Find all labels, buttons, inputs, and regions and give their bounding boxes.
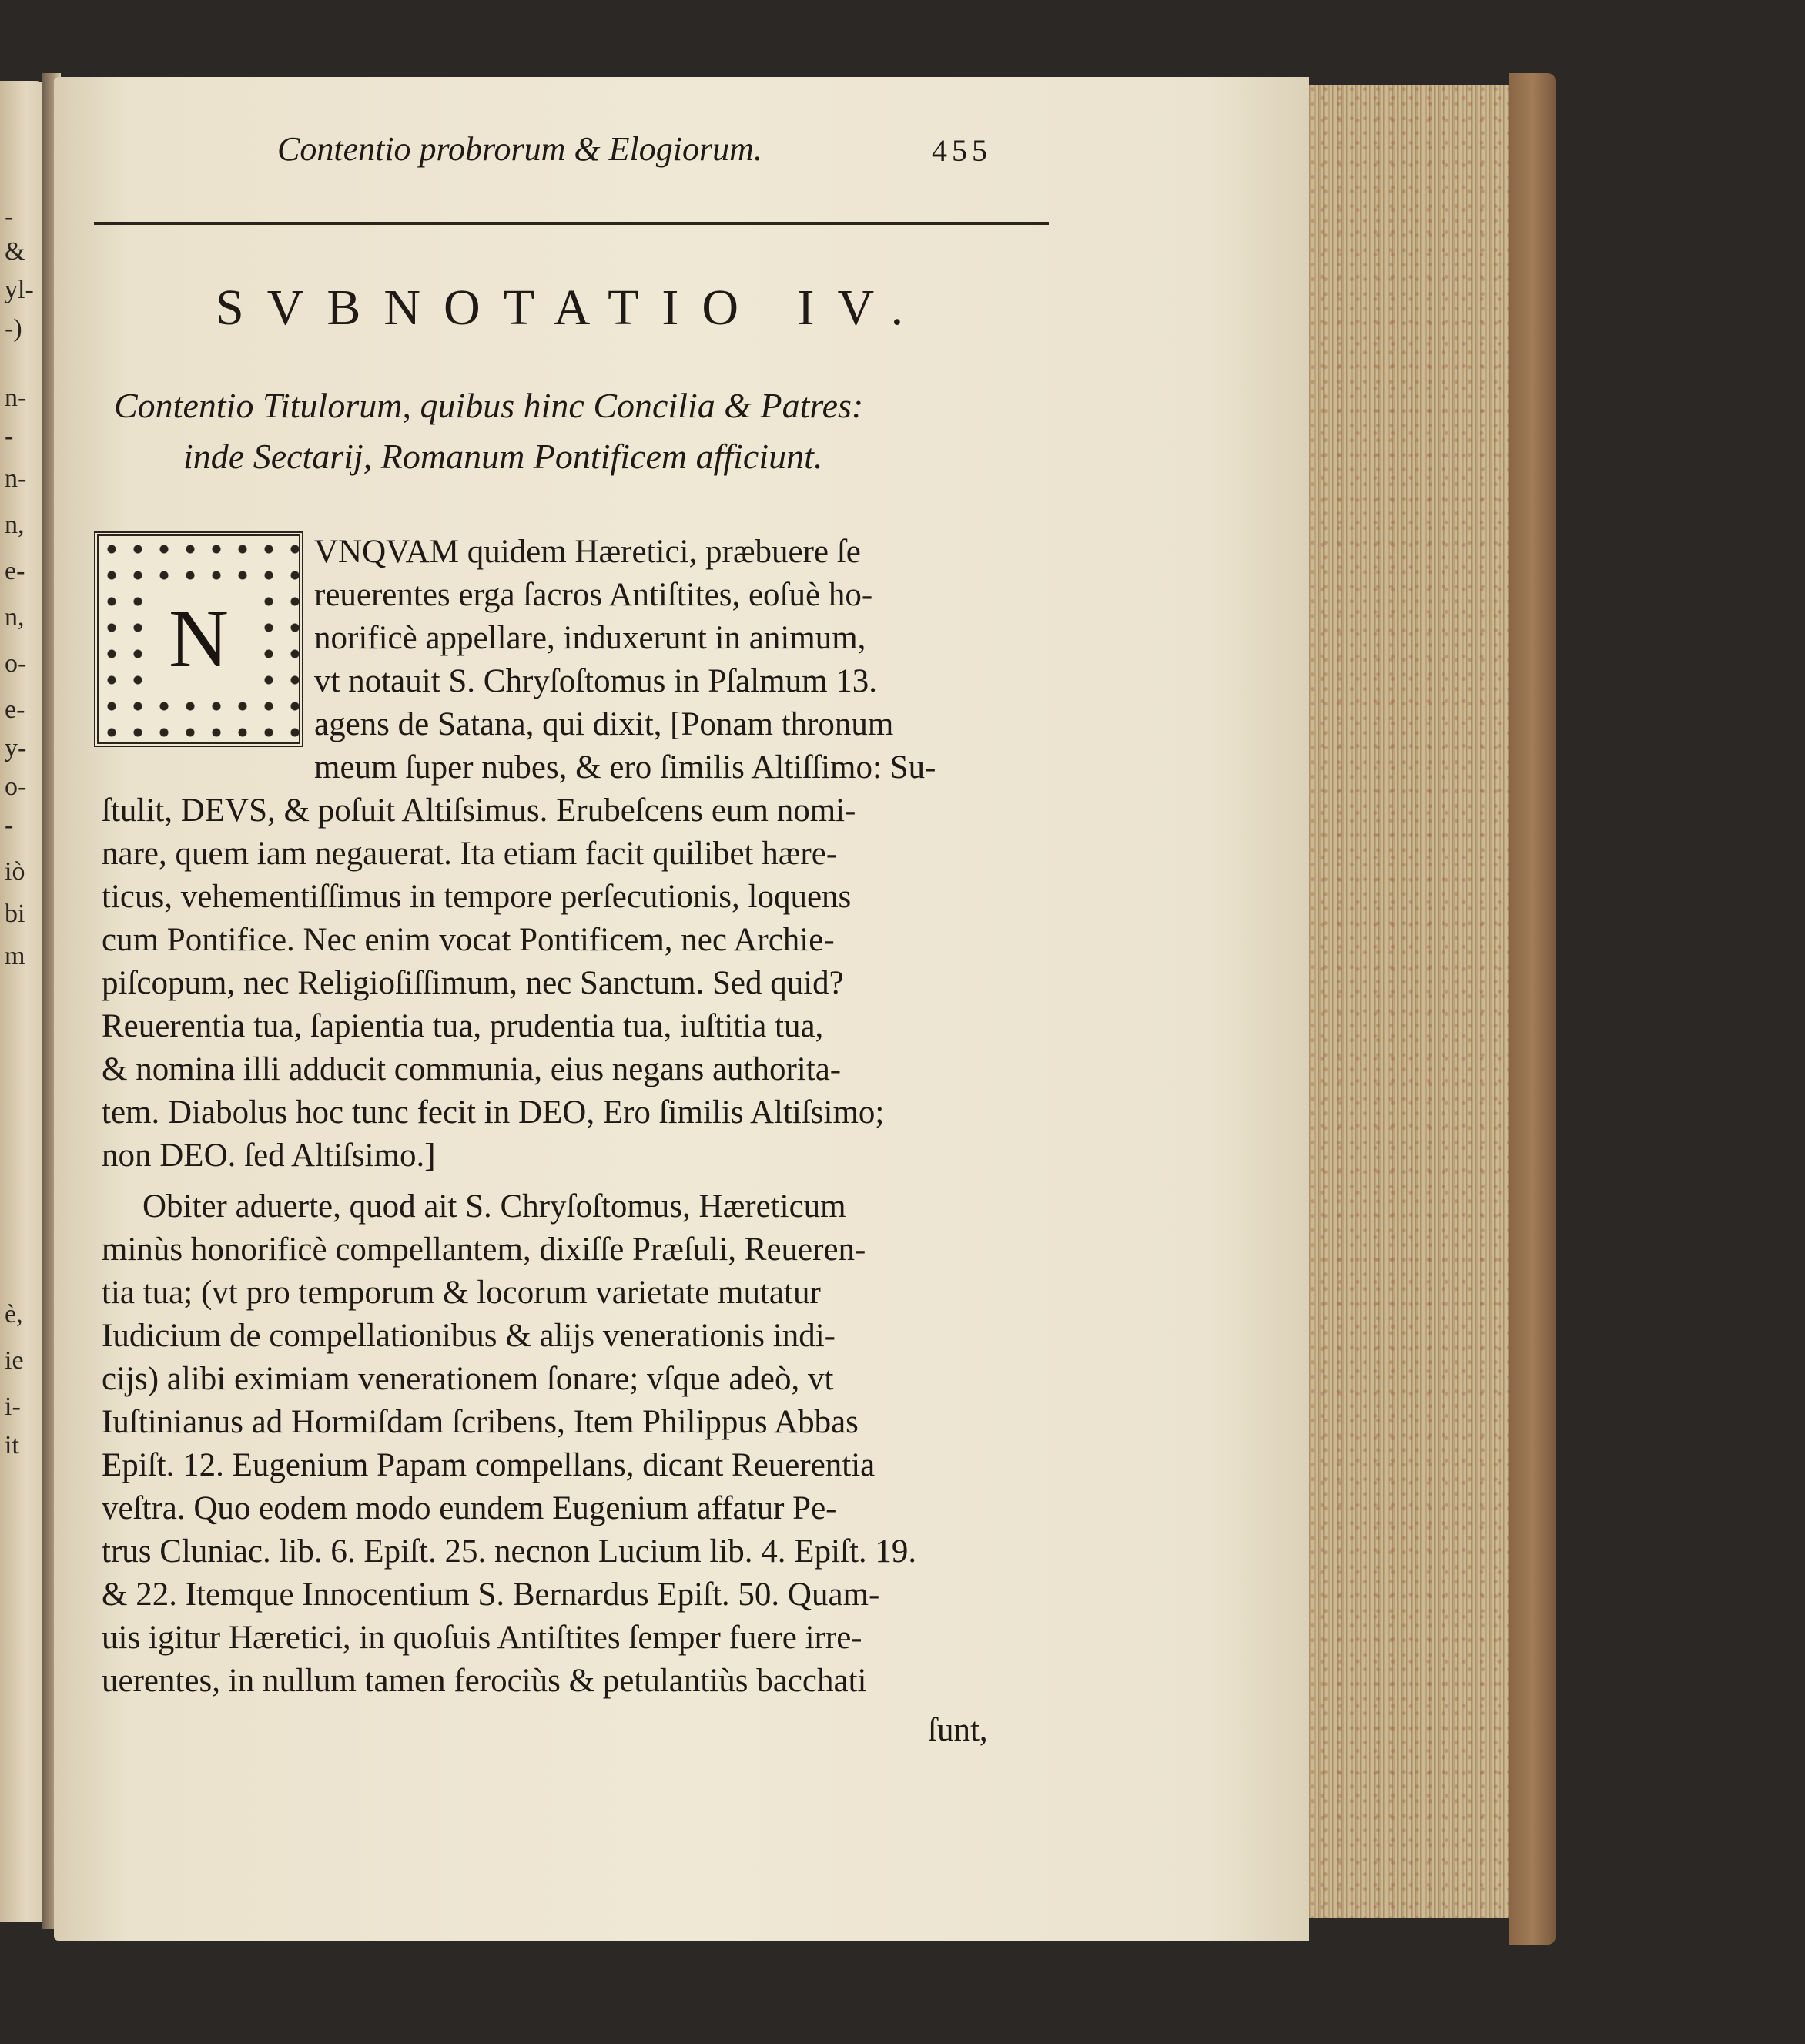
left-page-fragment: n, <box>5 603 25 632</box>
body-line: tem. Diabolus hoc tunc fecit in DEO, Ero ſimilis Altiſsimo; <box>102 1094 885 1131</box>
decorated-initial-panel <box>145 582 253 696</box>
body-line: ticus, vehementiſſimus in tempore perſecutionis, loquens <box>102 879 852 915</box>
left-page-fragment: e- <box>5 695 25 724</box>
left-page-fragment: yl- <box>5 276 34 304</box>
body-line: piſcopum, nec Religioſiſſimum, nec Sanctum. Sed quid? <box>102 965 844 1001</box>
book-fore-edge <box>1305 85 1518 1918</box>
catchword: ſunt, <box>928 1712 988 1748</box>
section-heading: SVBNOTATIO IV. <box>216 280 927 336</box>
body-line: & 22. Itemque Innocentium S. Bernardus Epiſt. 50. Quam- <box>102 1577 880 1613</box>
body-line: agens de Satana, qui dixit, [Ponam thronum <box>314 706 894 742</box>
left-page-edge <box>0 81 48 1922</box>
left-page-fragment: n- <box>5 464 27 493</box>
body-line: norificè appellare, induxerunt in animum, <box>314 620 866 656</box>
body-line: Iudicium de compellationibus & alijs venerationis indi- <box>102 1318 836 1354</box>
body-line: Obiter aduerte, quod ait S. Chryſoſtomus, Hæreticum <box>142 1188 846 1225</box>
body-line: trus Cluniac. lib. 6. Epiſt. 25. necnon Lucium lib. 4. Epiſt. 19. <box>102 1533 917 1570</box>
left-page-fragment: è, <box>5 1300 23 1329</box>
body-line: Epiſt. 12. Eugenium Papam compellans, dicant Reuerentia <box>102 1447 876 1483</box>
body-line: tia tua; (vt pro temporum & locorum varietate mutatur <box>102 1275 821 1311</box>
left-page-fragment: e- <box>5 557 25 585</box>
section-subtitle-line: inde Sectarij, Romanum Pontificem afficiunt. <box>183 437 823 476</box>
left-page-fragment: & <box>5 237 25 266</box>
left-page-fragment: i- <box>5 1392 21 1421</box>
book-cover-board <box>1509 73 1556 1945</box>
section-subtitle-line: Contentio Titulorum, quibus hinc Concilia & Patres: <box>114 386 864 425</box>
left-page-fragment: -) <box>5 314 22 343</box>
page-number: 455 <box>932 133 992 168</box>
body-line: minùs honorificè compellantem, dixiſſe Præſuli, Reueren- <box>102 1231 866 1268</box>
body-line: Iuſtinianus ad Hormiſdam ſcribens, Item Philippus Abbas <box>102 1404 859 1440</box>
body-line: reuerentes erga ſacros Antiſtites, eoſuè ho- <box>314 577 873 613</box>
body-line: cum Pontifice. Nec enim vocat Pontificem, nec Archie- <box>102 922 835 958</box>
body-line: ſtulit, DEVS, & poſuit Altiſsimus. Erubeſcens eum nomi- <box>102 792 856 829</box>
body-line: meum ſuper nubes, & ero ſimilis Altiſſimo: Su- <box>314 749 936 786</box>
body-line: veſtra. Quo eodem modo eundem Eugenium affatur Pe- <box>102 1490 837 1526</box>
body-line: Reuerentia tua, ſapientia tua, prudentia tua, iuſtitia tua, <box>102 1008 824 1044</box>
left-page-fragment: it <box>5 1431 19 1459</box>
header-rule <box>94 222 1049 225</box>
decorated-initial-letter: N <box>169 593 229 685</box>
left-page-fragment: n- <box>5 384 27 412</box>
body-line: non DEO. ſed Altiſsimo.] <box>102 1138 436 1174</box>
left-page-fragment: - <box>5 811 14 839</box>
left-page-fragment: o- <box>5 772 27 801</box>
body-line: vt notauit S. Chryſoſtomus in Pſalmum 13. <box>314 663 878 699</box>
body-line: cijs) alibi eximiam venerationem ſonare; vſque adeò, vt <box>102 1361 834 1397</box>
body-line: & nomina illi adducit communia, eius negans authorita- <box>102 1051 842 1087</box>
left-page-fragment: - <box>5 203 14 231</box>
running-title: Contentio probrorum & Elogiorum. <box>277 130 762 168</box>
body-line: nare, quem iam negauerat. Ita etiam facit quilibet hære- <box>102 836 838 872</box>
left-page-fragment: - <box>5 422 14 451</box>
left-page-fragment: bi <box>5 900 25 928</box>
left-page-fragment: ie <box>5 1346 24 1375</box>
body-line: uerentes, in nullum tamen ferociùs & petulantiùs bacchati <box>102 1663 867 1699</box>
left-page-fragment: y- <box>5 734 27 762</box>
left-page-fragment: iò <box>5 857 25 886</box>
left-page-fragment: m <box>5 942 25 970</box>
decorated-initial <box>94 531 303 747</box>
body-line: VNQVAM quidem Hæretici, præbuere ſe <box>314 534 861 570</box>
left-page-fragment: o- <box>5 649 27 678</box>
body-line: uis igitur Hæretici, in quoſuis Antiſtites ſemper fuere irre- <box>102 1620 862 1656</box>
left-page-fragment: n, <box>5 511 25 539</box>
